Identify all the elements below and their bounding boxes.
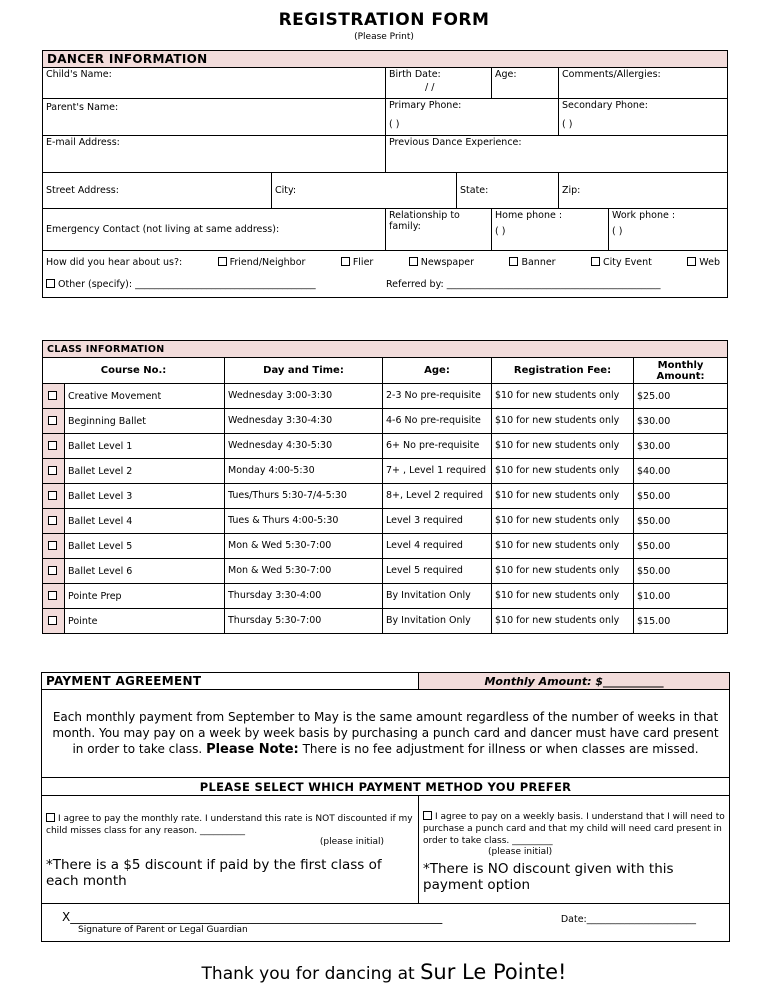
- payment-terms-b: There is no fee adjustment for illness or when classes are missed.: [298, 742, 699, 756]
- class-select-cell[interactable]: [43, 484, 65, 509]
- registration-fee: $10 for new students only: [492, 434, 634, 459]
- emergency-field[interactable]: [43, 209, 386, 251]
- monthly-amount: $15.00: [634, 609, 728, 634]
- signature-line[interactable]: X______________________________________________________________: [62, 910, 443, 924]
- hear-option-city-event[interactable]: [591, 252, 652, 274]
- monthly-amount: $50.00: [634, 509, 728, 534]
- course-name: Creative Movement: [65, 384, 225, 409]
- checkbox-icon[interactable]: [46, 813, 55, 822]
- class-row: [43, 409, 728, 434]
- checkbox-icon[interactable]: [48, 466, 57, 475]
- work-phone-label: Work phone :: [612, 210, 676, 221]
- checkbox-icon[interactable]: [48, 416, 57, 425]
- class-select-cell[interactable]: [43, 509, 65, 534]
- class-section-title: CLASS INFORMATION: [43, 341, 728, 358]
- monthly-discount-note: *There is a $5 discount if paid by the first class of each month: [46, 856, 382, 889]
- checkbox-icon[interactable]: [409, 257, 418, 266]
- day-time: Wednesday 3:30-4:30: [225, 409, 383, 434]
- age-requirement: 8+, Level 2 required: [383, 484, 492, 509]
- day-time: Mon & Wed 5:30-7:00: [225, 534, 383, 559]
- checkbox-icon[interactable]: [48, 441, 57, 450]
- monthly-amount: $50.00: [634, 484, 728, 509]
- hear-option-label: Flier: [352, 257, 374, 268]
- class-row: [43, 509, 728, 534]
- course-name: Ballet Level 2: [65, 459, 225, 484]
- city-field[interactable]: [272, 173, 457, 209]
- referral-section: [43, 251, 728, 298]
- class-row: [43, 434, 728, 459]
- day-time: Thursday 5:30-7:00: [225, 609, 383, 634]
- primary-phone-field[interactable]: [386, 99, 559, 136]
- registration-fee: $10 for new students only: [492, 534, 634, 559]
- weekly-discount-note: *There is NO discount given with this payment option: [423, 860, 674, 893]
- secondary-phone-field[interactable]: [559, 99, 728, 136]
- home-phone-field[interactable]: [492, 209, 609, 251]
- hear-about-label: How did you hear about us?:: [46, 257, 183, 268]
- day-time: Wednesday 3:00-3:30: [225, 384, 383, 409]
- work-phone-field[interactable]: [609, 209, 728, 251]
- class-select-cell[interactable]: [43, 609, 65, 634]
- checkbox-icon[interactable]: [48, 391, 57, 400]
- registration-fee: $10 for new students only: [492, 509, 634, 534]
- class-row: [43, 609, 728, 634]
- thanks-text: Thank you for dancing at: [201, 964, 421, 984]
- hear-option-label: Newspaper: [420, 257, 475, 268]
- relationship-label: Relationship to family:: [389, 210, 460, 232]
- comments-field[interactable]: [559, 68, 728, 99]
- monthly-amount: $30.00: [634, 434, 728, 459]
- age-field[interactable]: [492, 68, 559, 99]
- class-select-cell[interactable]: [43, 459, 65, 484]
- emergency-label: Emergency Contact (not living at same address):: [46, 224, 280, 235]
- course-name: Ballet Level 6: [65, 559, 225, 584]
- weekly-option-text: I agree to pay on a weekly basis. I understand that I will need to purchase a punch card and that my child will need card present in order to take class. _________: [423, 811, 725, 846]
- class-row: [43, 484, 728, 509]
- class-select-cell[interactable]: [43, 534, 65, 559]
- comments-label: Comments/Allergies:: [562, 69, 661, 80]
- footer-thanks: [0, 960, 768, 984]
- monthly-amount: $25.00: [634, 384, 728, 409]
- course-name: Ballet Level 1: [65, 434, 225, 459]
- studio-brand: Sur Le Pointe!: [420, 960, 567, 984]
- state-label: State:: [460, 185, 489, 196]
- zip-label: Zip:: [562, 185, 581, 196]
- payment-section-title: PAYMENT AGREEMENT: [42, 673, 419, 690]
- checkbox-icon[interactable]: [48, 566, 57, 575]
- dancer-information-table: [42, 50, 728, 298]
- birth-date-label: Birth Date:: [389, 69, 441, 80]
- checkbox-icon[interactable]: [48, 491, 57, 500]
- class-row: [43, 384, 728, 409]
- form-title: REGISTRATION FORM: [278, 10, 490, 30]
- day-time: Tues/Thurs 5:30-7/4-5:30: [225, 484, 383, 509]
- class-select-cell[interactable]: [43, 434, 65, 459]
- age-requirement: 6+ No pre-requisite: [383, 434, 492, 459]
- registration-fee: $10 for new students only: [492, 409, 634, 434]
- day-time: Mon & Wed 5:30-7:00: [225, 559, 383, 584]
- monthly-header: Monthly Amount:: [634, 358, 728, 384]
- checkbox-icon[interactable]: [509, 257, 518, 266]
- date-field[interactable]: Date:_______________________: [560, 914, 696, 925]
- checkbox-icon[interactable]: [48, 516, 57, 525]
- class-row: [43, 534, 728, 559]
- hear-option-web[interactable]: [687, 252, 720, 274]
- zip-field[interactable]: [559, 173, 728, 209]
- registration-fee: $10 for new students only: [492, 584, 634, 609]
- childs-name-field[interactable]: [43, 68, 386, 99]
- monthly-amount: $30.00: [634, 409, 728, 434]
- childs-name-label: Child's Name:: [46, 69, 112, 80]
- age-requirement: Level 4 required: [383, 534, 492, 559]
- hear-option-flier[interactable]: [341, 252, 374, 274]
- course-header: Course No.:: [43, 358, 225, 384]
- email-label: E-mail Address:: [46, 137, 120, 148]
- primary-phone-label: Primary Phone:: [389, 100, 462, 111]
- day-time: Thursday 3:30-4:00: [225, 584, 383, 609]
- monthly-option-text: I agree to pay the monthly rate. I understand this rate is NOT discounted if my child misses class for any reason. __________: [46, 813, 413, 836]
- checkbox-icon[interactable]: [46, 279, 55, 288]
- checkbox-icon[interactable]: [591, 257, 600, 266]
- day-time: Wednesday 4:30-5:30: [225, 434, 383, 459]
- work-phone-parens: ( ): [612, 226, 623, 237]
- parents-name-field[interactable]: [43, 99, 386, 136]
- checkbox-icon[interactable]: [423, 811, 432, 820]
- signature-row: [42, 904, 730, 942]
- form-subtitle: (Please Print): [354, 32, 414, 42]
- class-select-cell[interactable]: [43, 409, 65, 434]
- age-label: Age:: [495, 69, 517, 80]
- weekly-option-box[interactable]: [419, 796, 730, 904]
- street-field[interactable]: [43, 173, 272, 209]
- age-requirement: By Invitation Only: [383, 584, 492, 609]
- monthly-amount: $50.00: [634, 534, 728, 559]
- primary-phone-parens: ( ): [389, 119, 400, 130]
- prev-experience-label: Previous Dance Experience:: [389, 137, 522, 148]
- course-name: Pointe: [65, 609, 225, 634]
- age-header: Age:: [383, 358, 492, 384]
- dancer-section-title: DANCER INFORMATION: [43, 51, 728, 68]
- payment-terms: [42, 690, 730, 778]
- payment-agreement-table: [41, 672, 730, 942]
- checkbox-icon[interactable]: [341, 257, 350, 266]
- monthly-initial-label: (please initial): [319, 836, 384, 847]
- age-requirement: 4-6 No pre-requisite: [383, 409, 492, 434]
- hear-option-friend[interactable]: [218, 252, 306, 274]
- age-requirement: Level 3 required: [383, 509, 492, 534]
- street-label: Street Address:: [46, 185, 119, 196]
- referred-by-field[interactable]: Referred by: _____________________________________________: [386, 279, 661, 290]
- age-requirement: Level 5 required: [383, 559, 492, 584]
- hear-option-newspaper[interactable]: [409, 252, 474, 274]
- age-requirement: 2-3 No pre-requisite: [383, 384, 492, 409]
- checkbox-icon[interactable]: [48, 616, 57, 625]
- age-requirement: 7+ , Level 1 required: [383, 459, 492, 484]
- monthly-amount-field[interactable]: Monthly Amount: $___________: [419, 673, 730, 690]
- weekly-initial-label: (please initial): [488, 846, 553, 857]
- other-specify-field[interactable]: [46, 274, 386, 296]
- home-phone-parens: ( ): [495, 226, 506, 237]
- hear-option-label: Web: [699, 257, 720, 268]
- select-method-heading: PLEASE SELECT WHICH PAYMENT METHOD YOU PREFER: [42, 778, 730, 796]
- checkbox-icon[interactable]: [218, 257, 227, 266]
- course-name: Ballet Level 4: [65, 509, 225, 534]
- hear-option-label: City Event: [603, 257, 652, 268]
- please-note-label: Please Note:: [206, 742, 299, 757]
- course-name: Ballet Level 3: [65, 484, 225, 509]
- birth-date-field[interactable]: [386, 68, 492, 99]
- class-select-cell[interactable]: [43, 559, 65, 584]
- relationship-field[interactable]: [386, 209, 492, 251]
- birth-date-slashes: / /: [425, 82, 435, 93]
- monthly-amount: $50.00: [634, 559, 728, 584]
- checkbox-icon[interactable]: [48, 541, 57, 550]
- other-specify-label: Other (specify): ______________________________________: [58, 279, 316, 290]
- city-label: City:: [275, 185, 297, 196]
- parents-name-label: Parent's Name:: [46, 102, 119, 113]
- signature-label: Signature of Parent or Legal Guardian: [78, 925, 248, 935]
- secondary-phone-label: Secondary Phone:: [562, 100, 648, 111]
- hear-option-banner[interactable]: [509, 252, 555, 274]
- state-field[interactable]: [457, 173, 559, 209]
- registration-fee: $10 for new students only: [492, 609, 634, 634]
- payment-terms-a: Each monthly payment from September to May is the same amount regardless of the number of weeks in that month. You may pay on a week by week basis by purchasing a punch card and dancer must have card present in order to take class.: [52, 710, 719, 756]
- email-field[interactable]: [43, 136, 386, 173]
- home-phone-label: Home phone :: [495, 210, 563, 221]
- class-select-cell[interactable]: [43, 384, 65, 409]
- class-row: [43, 584, 728, 609]
- prev-experience-field[interactable]: [386, 136, 728, 173]
- class-row: [43, 559, 728, 584]
- hear-option-label: Friend/Neighbor: [229, 257, 306, 268]
- day-time-header: Day and Time:: [225, 358, 383, 384]
- checkbox-icon[interactable]: [48, 591, 57, 600]
- hear-option-label: Banner: [521, 257, 556, 268]
- monthly-amount: $40.00: [634, 459, 728, 484]
- class-information-table: [42, 340, 728, 634]
- registration-fee: $10 for new students only: [492, 484, 634, 509]
- registration-fee: $10 for new students only: [492, 384, 634, 409]
- monthly-option-box[interactable]: [42, 796, 419, 904]
- day-time: Tues & Thurs 4:00-5:30: [225, 509, 383, 534]
- age-requirement: By Invitation Only: [383, 609, 492, 634]
- class-select-cell[interactable]: [43, 584, 65, 609]
- monthly-amount: $10.00: [634, 584, 728, 609]
- registration-fee: $10 for new students only: [492, 559, 634, 584]
- day-time: Monday 4:00-5:30: [225, 459, 383, 484]
- class-row: [43, 459, 728, 484]
- course-name: Beginning Ballet: [65, 409, 225, 434]
- secondary-phone-parens: ( ): [562, 119, 573, 130]
- fee-header: Registration Fee:: [492, 358, 634, 384]
- registration-fee: $10 for new students only: [492, 459, 634, 484]
- course-name: Pointe Prep: [65, 584, 225, 609]
- checkbox-icon[interactable]: [687, 257, 696, 266]
- course-name: Ballet Level 5: [65, 534, 225, 559]
